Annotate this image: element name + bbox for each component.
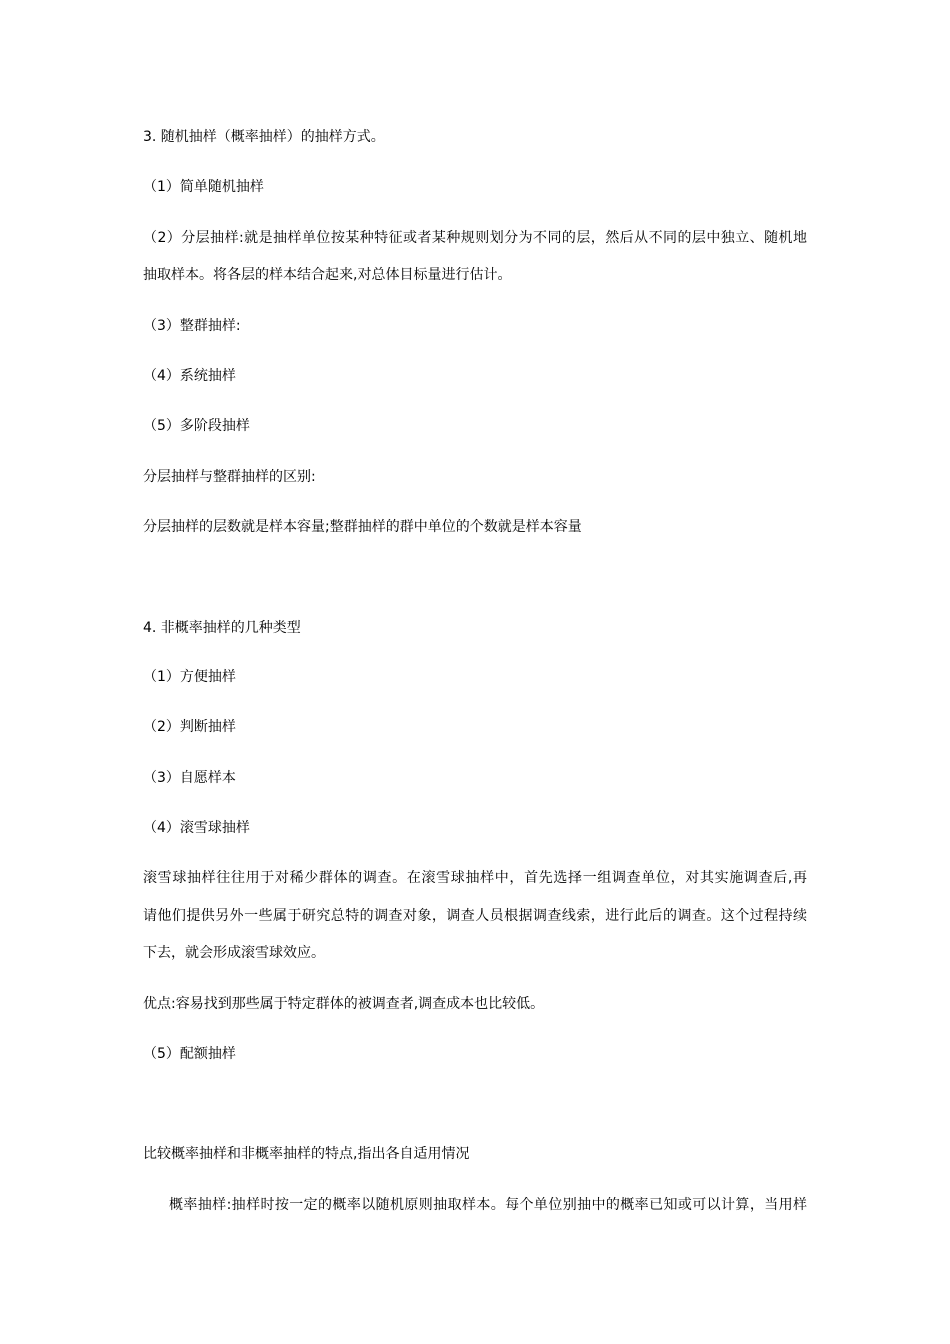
list-item-convenience: （1）方便抽样: [143, 669, 236, 685]
list-item-quota: （5）配额抽样: [143, 1046, 236, 1062]
document-page: [143, 0, 807, 1344]
snowball-paragraph-line-3: 下去，就会形成滚雪球效应。: [143, 945, 325, 961]
snowball-paragraph-line-2: 请他们提供另外一些属于研究总特的调查对象，调查人员根据调查线索，进行此后的调查。这个过程持续: [143, 908, 807, 924]
list-item-systematic: （4）系统抽样: [143, 368, 236, 384]
list-item-multistage: （5）多阶段抽样: [143, 418, 250, 434]
compare-title: 比较概率抽样和非概率抽样的特点,指出各自适用情况: [143, 1146, 470, 1162]
section-4-heading: 4. 非概率抽样的几种类型: [143, 620, 301, 636]
section-3-heading: 3. 随机抽样（概率抽样）的抽样方式。: [143, 129, 385, 145]
advantage-text: 优点:容易找到那些属于特定群体的被调查者,调查成本也比较低。: [143, 996, 545, 1012]
probability-paragraph-line-1: 概率抽样:抽样时按一定的概率以随机原则抽取样本。每个单位别抽中的概率已知或可以计算，当用样: [169, 1197, 807, 1213]
list-item-volunteer: （3）自愿样本: [143, 770, 236, 786]
list-item-cluster: （3）整群抽样:: [143, 318, 241, 334]
list-item-stratified-line-2: 抽取样本。将各层的样本结合起来,对总体目标量进行估计。: [143, 267, 512, 283]
list-item-simple-random: （1）简单随机抽样: [143, 179, 264, 195]
list-item-judgment: （2）判断抽样: [143, 719, 236, 735]
difference-title: 分层抽样与整群抽样的区别:: [143, 469, 316, 485]
list-item-snowball: （4）滚雪球抽样: [143, 820, 250, 836]
list-item-stratified-line-1: （2）分层抽样:就是抽样单位按某种特征或者某种规则划分为不同的层，然后从不同的层中独立、随机地: [143, 230, 807, 246]
difference-text: 分层抽样的层数就是样本容量;整群抽样的群中单位的个数就是样本容量: [143, 519, 582, 535]
snowball-paragraph-line-1: 滚雪球抽样往往用于对稀少群体的调查。在滚雪球抽样中，首先选择一组调查单位，对其实施调查后,再: [143, 870, 807, 886]
